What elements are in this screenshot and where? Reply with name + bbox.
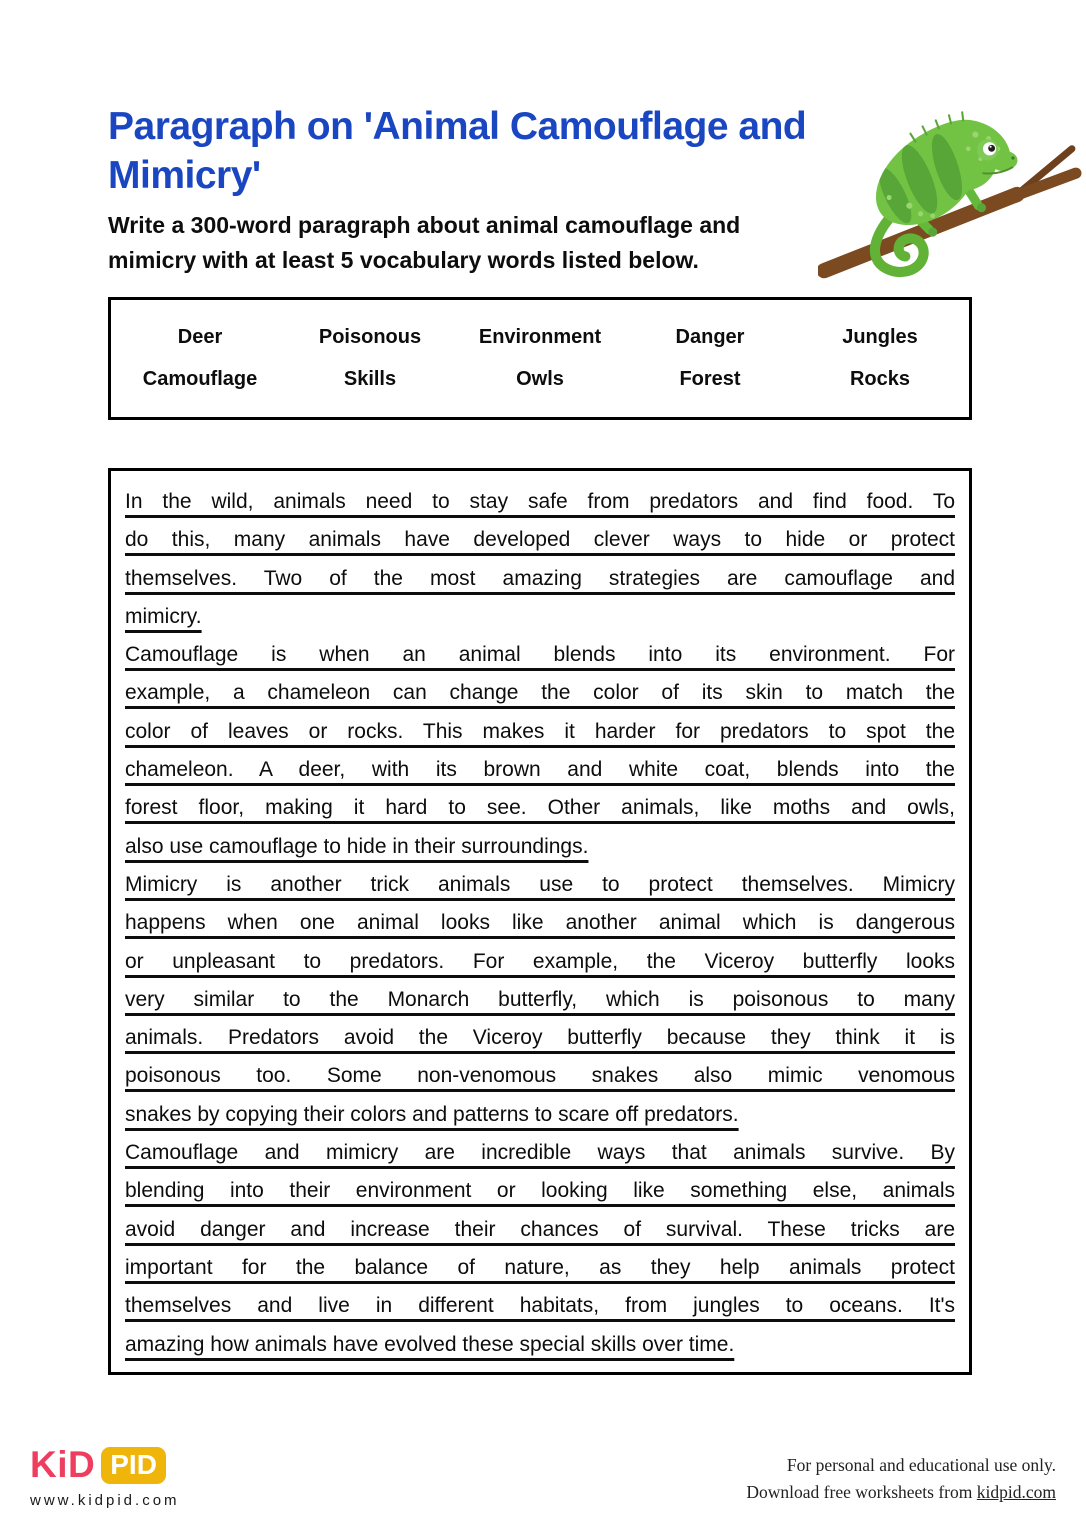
vocab-word-owls: Owls	[516, 368, 564, 391]
essay-line: or unpleasant to predators. For example, the Viceroy butterfly looks	[125, 949, 955, 973]
kidpid-logo	[30, 1444, 180, 1509]
essay-line: animals. Predators avoid the Viceroy butterfly because they think it is	[125, 1026, 955, 1050]
logo-website-text: www.kidpid.com	[30, 1492, 180, 1509]
essay-line: important for the balance of nature, as they help animals protect	[125, 1255, 955, 1279]
vocab-word-forest: Forest	[679, 368, 741, 391]
essay-line: avoid danger and increase their chances of survival. These tricks are	[125, 1217, 955, 1241]
usage-line2-prefix: Download free worksheets from	[746, 1482, 977, 1502]
essay-line: chameleon. A deer, with its brown and white coat, blends into the	[125, 758, 955, 782]
essay-line: themselves and live in different habitats, from jungles to oceans. It's	[125, 1294, 955, 1318]
essay-line: do this, many animals have developed clever ways to hide or protect	[125, 528, 955, 552]
essay-line: also use camouflage to hide in their surroundings.	[125, 834, 589, 858]
vocab-word-environment: Environment	[478, 325, 602, 348]
instruction-line2: mimicry with at least 5 vocabulary words listed below.	[108, 247, 699, 273]
kidpid-link[interactable]: kidpid.com	[976, 1482, 1056, 1502]
essay-line: Mimicry is another trick animals use to protect themselves. Mimicry	[125, 872, 955, 896]
essay-line: mimicry.	[125, 604, 202, 628]
essay-line: forest floor, making it hard to see. Other animals, like moths and owls,	[125, 796, 955, 820]
logo-pid-badge: PID	[101, 1447, 166, 1484]
essay-line: themselves. Two of the most amazing strategies are camouflage and	[125, 566, 955, 590]
essay-line: blending into their environment or looking like something else, animals	[125, 1179, 955, 1203]
vocab-word-deer: Deer	[177, 325, 223, 348]
essay-line: Camouflage and mimicry are incredible ways that animals survive. By	[125, 1141, 955, 1165]
vocab-word-camouflage: Camouflage	[142, 368, 258, 391]
usage-note	[746, 1452, 1056, 1506]
instruction-line1: Write a 300-word paragraph about animal camouflage and	[108, 212, 741, 238]
essay-line: color of leaves or rocks. This makes it harder for predators to spot the	[125, 719, 955, 743]
essay-line: happens when one animal looks like another animal which is dangerous	[125, 911, 955, 935]
vocab-word-poisonous: Poisonous	[318, 325, 422, 348]
logo-kid-text: KiD	[30, 1444, 96, 1485]
vocab-word-rocks: Rocks	[849, 368, 911, 391]
instruction-text	[108, 208, 828, 278]
chameleon-illustration	[818, 96, 1082, 294]
essay-line: poisonous too. Some non-venomous snakes also mimic venomous	[125, 1064, 955, 1088]
essay-line: example, a chameleon can change the color of its skin to match the	[125, 681, 955, 705]
chameleon-front-leg	[968, 189, 978, 205]
page-title-line2: Mimicry'	[108, 154, 261, 197]
vocabulary-box	[108, 297, 972, 420]
essay-line: Camouflage is when an animal blends into its environment. For	[125, 643, 955, 667]
essay-line: In the wild, animals need to stay safe from predators and find food. To	[125, 490, 955, 513]
chameleon-nostril	[1011, 156, 1014, 159]
vocab-word-jungles: Jungles	[842, 325, 918, 348]
usage-line1: For personal and educational use only.	[786, 1455, 1056, 1475]
essay-line: amazing how animals have evolved these special skills over time.	[125, 1332, 735, 1356]
essay-line: snakes by copying their colors and patterns to scare off predators.	[125, 1102, 739, 1126]
page-title-line1: Paragraph on 'Animal Camouflage and	[108, 105, 807, 148]
essay-line: very similar to the Monarch butterfly, which is poisonous to many	[125, 987, 955, 1011]
essay-box	[108, 468, 972, 1375]
vocab-word-skills: Skills	[343, 368, 397, 391]
page-title	[108, 102, 848, 200]
vocab-word-danger: Danger	[675, 325, 745, 348]
usage-line2	[746, 1479, 1056, 1506]
